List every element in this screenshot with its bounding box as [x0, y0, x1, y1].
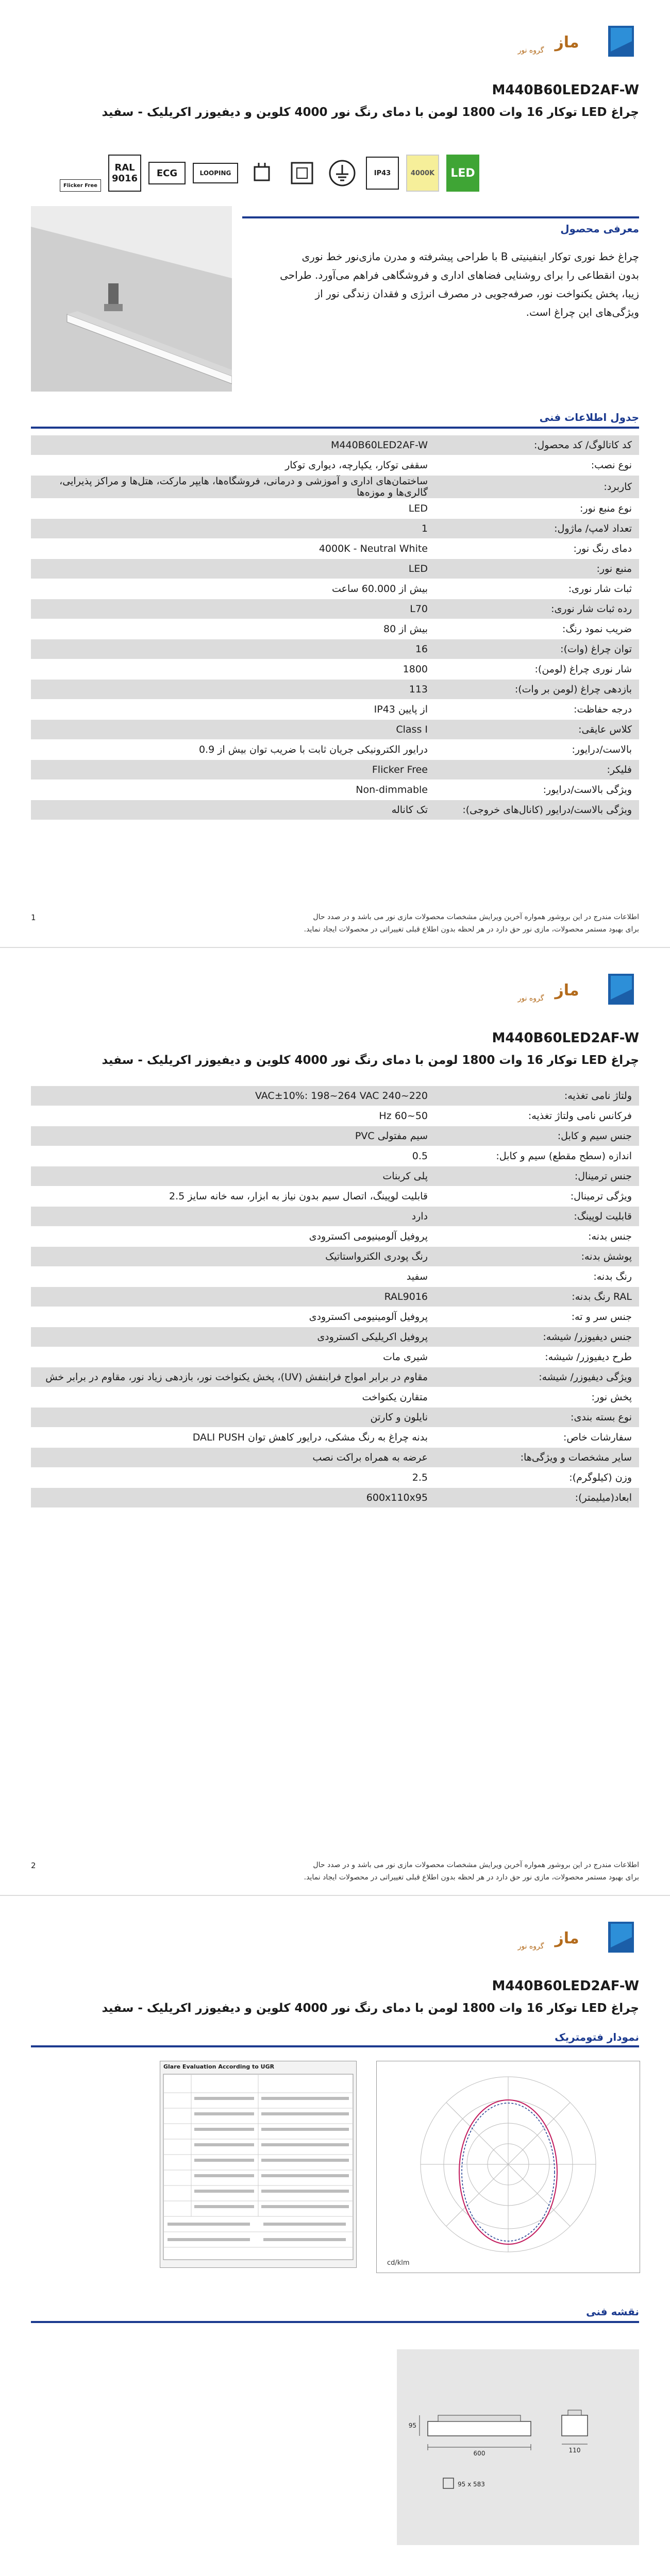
- spec-row: [31, 499, 639, 519]
- ugr-table-image: [160, 2061, 357, 2268]
- svg-text:گروه نور: گروه نور: [517, 1942, 544, 1951]
- spec-label: پوشش بدنه:: [581, 1251, 632, 1262]
- spec-value: 50~60 Hz: [379, 1110, 428, 1122]
- looping-icon: LOOPING: [193, 163, 238, 183]
- spec-label: قابلیت لوپینگ:: [574, 1211, 632, 1222]
- spec-row: [31, 1428, 639, 1448]
- spec-label: RAL رنگ بدنه:: [572, 1291, 632, 1302]
- spec-row: [31, 1227, 639, 1247]
- ral-label: RAL: [114, 162, 135, 173]
- spec-value: پروفیل آلومینیومی اکسترودی: [309, 1231, 428, 1242]
- spec-label: نوع بسته بندی:: [571, 1412, 632, 1423]
- spec-row: [31, 1166, 639, 1187]
- spec-value: متقارن یکنواخت: [362, 1392, 428, 1403]
- spec-label: ضریب نمود رنگ:: [562, 623, 632, 635]
- dim-width: 110: [568, 2447, 581, 2454]
- spec-label: درجه حفاظت:: [574, 704, 632, 715]
- spec-value: پروفیل آلومینیومی اکسترودی: [309, 1311, 428, 1323]
- spec-value: مقاوم در برابر امواج فرابنفش (UV)، پخش یکنواخت نور، بازدهی زیاد نور، مقاوم در برابر خش: [45, 1371, 428, 1383]
- page-number: 2: [31, 1861, 36, 1870]
- spec-row: [31, 1146, 639, 1166]
- intro-divider: [242, 216, 639, 218]
- spec-label: ابعاد(میلیمتر):: [575, 1492, 632, 1503]
- spec-row: [31, 539, 639, 559]
- spec-label: جنس ترمینال:: [574, 1171, 632, 1182]
- spec-value: بدنه چراغ به رنگ مشکی، درایور کاهش توان DALI PUSH: [192, 1432, 428, 1443]
- drawing-heading: نقشه فنی: [586, 2306, 639, 2318]
- spec-row: [31, 740, 639, 760]
- spec-value: RAL9016: [384, 1291, 428, 1302]
- ecg-icon: ECG: [148, 162, 186, 184]
- svg-text:ماز: ماز: [555, 33, 579, 52]
- spec-value: 0.5: [412, 1150, 428, 1162]
- spec-value: درایور الکترونیکی جریان ثابت با ضریب توان بیش از 0.9: [198, 744, 428, 755]
- brand-logo: [505, 1917, 639, 1961]
- spec-label: رده ثبات شار نوری:: [551, 603, 632, 615]
- spec-row: [31, 619, 639, 639]
- logo-mark-icon: [505, 1917, 639, 1961]
- spec-row: [31, 1448, 639, 1468]
- spec-value: پلی کربنات: [382, 1171, 428, 1182]
- spec-value: سقفی توکار، یکپارچه، دیواری توکار: [285, 460, 428, 471]
- spec-row: [31, 1126, 639, 1146]
- dim-length: 600: [473, 2450, 485, 2457]
- spec-row: [31, 680, 639, 700]
- spec-value: ساختمان‌های اداری و آموزشی و درمانی، فروشگاه‌ها، هایپر مارکت، هتل‌ها و مراکز پذیرایی، گالری‌ها و موزه‌ها: [59, 476, 428, 498]
- spec-row: [31, 659, 639, 680]
- spec-label: جنس سر و ته:: [571, 1311, 632, 1323]
- dim-height: 95: [408, 2422, 416, 2429]
- spec-label: بازدهی چراغ (لومن بر وات):: [514, 684, 632, 695]
- spec-row: [31, 435, 639, 455]
- ballast-icon: [245, 157, 278, 190]
- drawing-divider: [31, 2321, 639, 2323]
- feature-icons: [60, 155, 479, 192]
- spec-label: ویژگی ترمینال:: [570, 1191, 632, 1202]
- product-title: چراغ LED توکار 16 وات 1800 لومن با دمای رنگ نور 4000 کلوین و دیفیوزر اکریلیک - سفید: [102, 2002, 639, 2015]
- page-1: [0, 0, 670, 947]
- product-code: M440B60LED2AF-W: [492, 1030, 639, 1046]
- intro-text: چراغ خط نوری توکار اینفینیتی B با طراحی پیشرفته و مدرن مازی‌نور خط نوری بدون انقطاعی را برای روشنایی فضاهای اداری و فروشگاهی فراهم می‌آورد. طراحی زیبا، پخش یکنواخت نور، صرفه‌جویی در مصرف انرژی و فقدان زندگی نور از ویژگی‌های این چراغ است.: [280, 250, 639, 318]
- spec-row: [31, 599, 639, 619]
- spec-value: 220~240 VAC±10%: 198~264 VAC: [255, 1090, 428, 1101]
- spec-label: پخش نور:: [591, 1392, 632, 1403]
- spec-label: فلیکر:: [607, 764, 632, 775]
- product-photo: [31, 206, 232, 392]
- footer-line-2: برای بهبود مستمر محصولات، مازی نور حق دارد در هر لحظه بدون اطلاع قبلی تغییراتی در محصولات ایجاد نماید.: [304, 1873, 639, 1882]
- flicker-free-icon: Flicker Free: [60, 179, 101, 192]
- spec-label: فرکانس نامی ولتاژ تغذیه:: [528, 1110, 632, 1122]
- page-footer: [31, 1859, 639, 1884]
- spec-row: [31, 780, 639, 800]
- spec-value: Class I: [396, 724, 428, 735]
- spec-value: سیم مفتولی PVC: [355, 1130, 428, 1142]
- brand-logo: [505, 969, 639, 1013]
- spec-row: [31, 559, 639, 579]
- footer-line-1: اطلاعات مندرج در این بروشور همواره آخرین ویرایش مشخصات محصولات مازی نور می باشد و در صدد حال: [313, 1861, 639, 1869]
- logo-mark-icon: [505, 21, 639, 65]
- product-title: چراغ LED توکار 16 وات 1800 لومن با دمای رنگ نور 4000 کلوین و دیفیوزر اکریلیک - سفید: [102, 106, 639, 119]
- svg-text:ماز: ماز: [555, 1929, 579, 1947]
- footer-line-1: اطلاعات مندرج در این بروشور همواره آخرین ویرایش مشخصات محصولات مازی نور می باشد و در صدد حال: [313, 913, 639, 921]
- spec-label: وزن (کیلوگرم):: [569, 1472, 632, 1483]
- product-code: M440B60LED2AF-W: [492, 1978, 639, 1994]
- spec-label: سفارشات خاص:: [563, 1432, 632, 1443]
- spec-row: [31, 1287, 639, 1307]
- spec-value: Non-dimmable: [356, 784, 428, 795]
- spec-value: قابلیت لوپینگ، اتصال سیم بدون نیاز به ابزار، سه خانه سایز 2.5: [169, 1191, 428, 1202]
- page-2: [0, 948, 670, 1895]
- spec-label: تعداد لامپ/ ماژول:: [554, 523, 632, 534]
- spec-row: [31, 1207, 639, 1227]
- spec-value: 2.5: [412, 1472, 428, 1483]
- spec-label: ویژگی بالاست/درایور (کانال‌های خروجی):: [462, 804, 632, 816]
- spec-label: دمای رنگ نور:: [573, 543, 632, 554]
- spec-value: 1800: [403, 664, 428, 675]
- spec-label: کد کاتالوگ/ کد محصول:: [533, 439, 632, 451]
- spec-value: رنگ پودری الکترواستاتیک: [325, 1251, 428, 1262]
- page-number: 1: [31, 913, 36, 922]
- page-3: [0, 1896, 670, 2576]
- spec-row: [31, 1347, 639, 1367]
- spec-value: شیری مات: [383, 1351, 428, 1363]
- spec-row: [31, 700, 639, 720]
- spec-row: [31, 519, 639, 539]
- spec-value: 113: [409, 684, 428, 695]
- class-one-ground-icon: [326, 157, 359, 190]
- spec-label: بالاست/درایور:: [572, 744, 632, 755]
- spec-value: 16: [415, 643, 428, 655]
- product-code: M440B60LED2AF-W: [492, 82, 639, 98]
- spec-value: از پایین IP43: [374, 704, 428, 715]
- spec-value: LED: [408, 563, 428, 574]
- spec-row: [31, 1327, 639, 1347]
- spec-label: توان چراغ (وات):: [560, 643, 632, 655]
- spec-row: [31, 1106, 639, 1126]
- spec-value: بیش از 80: [383, 623, 428, 635]
- spec-label: شار نوری چراغ (لومن):: [534, 664, 632, 675]
- spec-row: [31, 1187, 639, 1207]
- spec-value: L70: [410, 603, 428, 615]
- footer-line-2: برای بهبود مستمر محصولات، مازی نور حق دارد در هر لحظه بدون اطلاع قبلی تغییراتی در محصولات ایجاد نماید.: [304, 925, 639, 934]
- spec-label: کاربرد:: [604, 481, 632, 493]
- spec-row: [31, 476, 639, 499]
- brand-logo: [505, 21, 639, 65]
- spec-row: [31, 639, 639, 659]
- spec-row: [31, 1468, 639, 1488]
- spec-label: کلاس عایقی:: [578, 724, 632, 735]
- spec-value: سفید: [406, 1271, 428, 1282]
- spec-table-2: [31, 1086, 639, 1508]
- spec-label: جنس دیفیوزر/ شیشه:: [543, 1331, 632, 1343]
- spec-value: 4000K - Neutral White: [319, 543, 428, 554]
- spec-row: [31, 1307, 639, 1327]
- spec-value: بیش از 60.000 ساعت: [331, 583, 428, 595]
- spec-label: سایر مشخصات و ویژگی‌ها:: [520, 1452, 632, 1463]
- product-title: چراغ LED توکار 16 وات 1800 لومن با دمای رنگ نور 4000 کلوین و دیفیوزر اکریلیک - سفید: [102, 1054, 639, 1067]
- spec-label: جنس بدنه:: [588, 1231, 632, 1242]
- cutout-size: 95 x 583: [458, 2481, 485, 2488]
- spec-row: [31, 1408, 639, 1428]
- logo-mark-icon: [505, 969, 639, 1013]
- svg-text:گروه نور: گروه نور: [517, 46, 544, 55]
- spec-label: ویژگی بالاست/درایور:: [543, 784, 632, 795]
- spec-value: M440B60LED2AF-W: [331, 439, 428, 451]
- spec-row: [31, 455, 639, 476]
- spec-row: [31, 1367, 639, 1387]
- ip-rating-icon: IP43: [366, 157, 399, 190]
- mounting-surface-icon: [286, 157, 319, 190]
- ugr-title: Glare Evaluation According to UGR: [163, 2063, 275, 2070]
- svg-text:ماز: ماز: [555, 981, 579, 999]
- spec-row: [31, 1267, 639, 1287]
- spec-value: LED: [408, 503, 428, 514]
- spec-table-1: [31, 435, 639, 820]
- spec-row: [31, 1488, 639, 1508]
- spec-value: 600x110x95: [366, 1492, 428, 1503]
- spec-value: دارد: [411, 1211, 428, 1222]
- ral-icon: [108, 155, 141, 192]
- led-icon: LED: [446, 155, 479, 192]
- spec-value: تک کاناله: [391, 804, 428, 816]
- spec-row: [31, 760, 639, 780]
- intro-heading: معرفی محصول: [560, 223, 639, 235]
- technical-drawing: [397, 2349, 639, 2545]
- photometric-divider: [31, 2045, 639, 2047]
- spec-divider: [31, 427, 639, 429]
- spec-label: ویژگی دیفیوزر/ شیشه:: [539, 1371, 632, 1383]
- ral-number: 9016: [111, 173, 138, 184]
- spec-value: عرضه به همراه براکت نصب: [312, 1452, 428, 1463]
- spec-value: پروفیل اکریلیکی اکسترودی: [317, 1331, 428, 1343]
- spec-label: جنس سیم و کابل:: [557, 1130, 632, 1142]
- spec-row: [31, 579, 639, 599]
- spec-label: نوع منبع نور:: [580, 503, 632, 514]
- svg-text:گروه نور: گروه نور: [517, 994, 544, 1003]
- spec-heading: جدول اطلاعات فنی: [539, 411, 639, 423]
- spec-label: ولتاژ نامی تغذیه:: [564, 1090, 632, 1101]
- polar-unit-label: cd/klm: [387, 2259, 410, 2267]
- cct-icon: 4000K: [406, 155, 439, 192]
- spec-row: [31, 1247, 639, 1267]
- photometric-heading: نمودار فتومتریک: [555, 2031, 639, 2043]
- spec-row: [31, 1086, 639, 1106]
- spec-value: 1: [421, 523, 428, 534]
- spec-row: [31, 720, 639, 740]
- spec-row: [31, 1387, 639, 1408]
- spec-label: ثبات شار نوری:: [568, 583, 632, 595]
- spec-label: طرح دیفیوزر/ شیشه:: [545, 1351, 632, 1363]
- spec-label: اندازه (سطح مقطع) سیم و کابل:: [496, 1150, 632, 1162]
- page-footer: [31, 911, 639, 936]
- spec-row: [31, 800, 639, 820]
- spec-label: منبع نور:: [596, 563, 632, 574]
- spec-value: نایلون و کارتن: [370, 1412, 428, 1423]
- polar-diagram: [376, 2061, 640, 2273]
- spec-value: Flicker Free: [372, 764, 428, 775]
- spec-label: رنگ بدنه:: [593, 1271, 632, 1282]
- spec-label: نوع نصب:: [591, 460, 632, 471]
